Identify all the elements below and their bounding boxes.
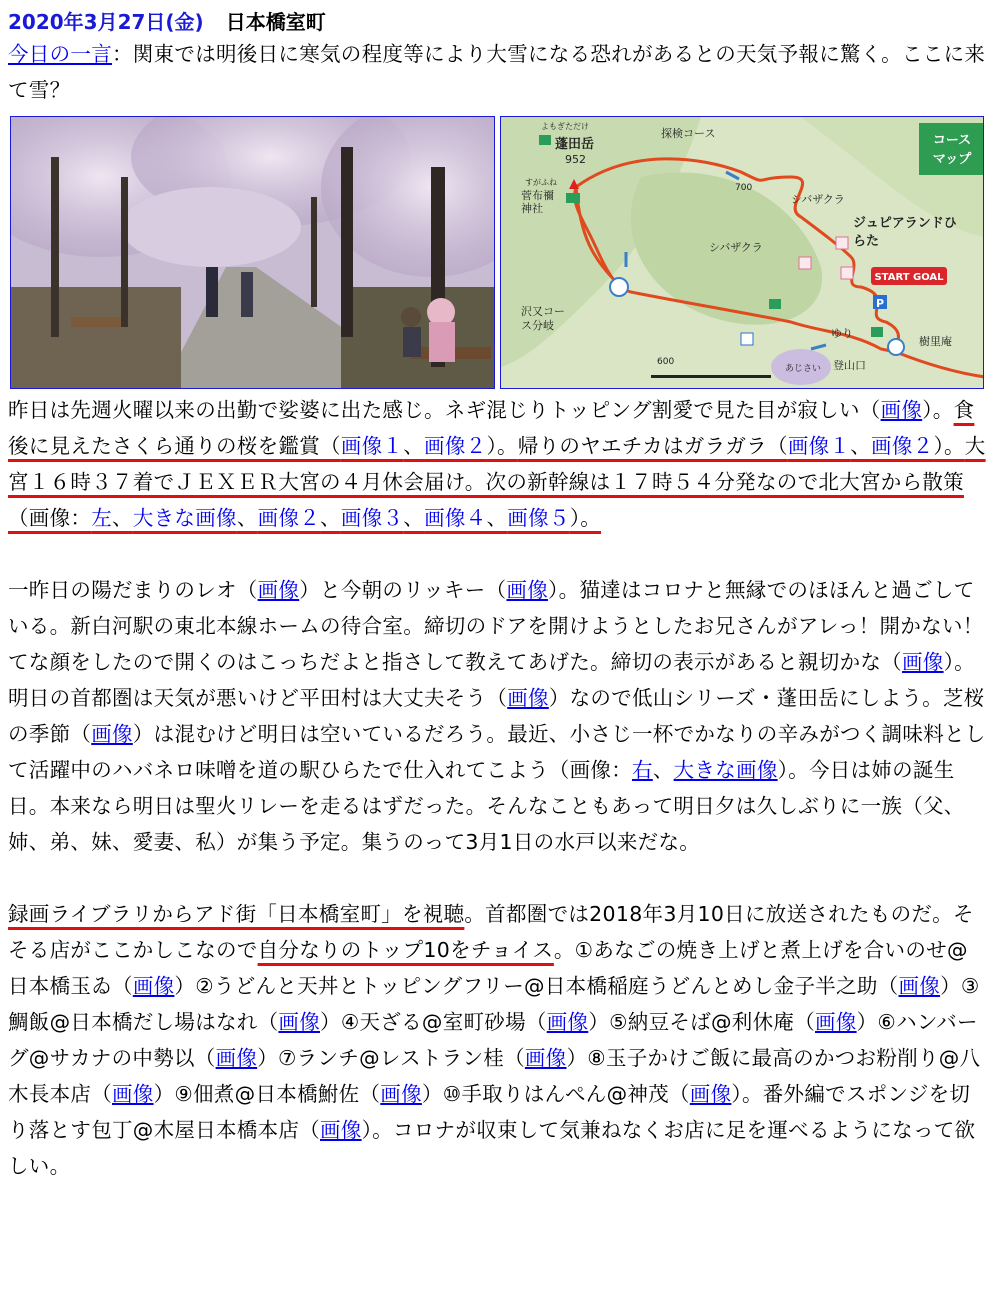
paragraph-1: 昨日は先週火曜以来の出勤で娑婆に出た感じ。ネギ混じりトッピング割愛で見た目が寂しい（画像）。食後に見えたさくら通りの桜を鑑賞（画像１、画像２）。帰りのヤエチカはガラガラ（画像１、画像２）。大宮１６時３７着でＪＥＸＥＲ大宮の４月休会届け。次の新幹線は１７時５４分発なので北大宮から散策（画像：左、大きな画像、画像２、画像３、画像４、画像５）。 [8,398,986,530]
map-juriko-label: 樹里庵 [919,335,952,348]
cherry-blossom-photo[interactable] [10,116,495,389]
image-link[interactable]: 画像 [815,1010,857,1034]
course-map-image[interactable] [500,116,984,389]
large-image-link[interactable]: 大きな画像 [673,758,778,782]
image-link[interactable]: 画像 [132,974,175,998]
map-shibazakura-label-2: シバザクラ [709,241,763,254]
map-course-label: 探検コース [661,127,716,140]
map-shrine-ruby: すがふね [525,178,557,187]
image-link[interactable]: 画像 [215,1046,258,1070]
svg-text:マップ: マップ [932,152,972,167]
image-link[interactable]: 画像 [112,1082,154,1106]
cherry-blossom-image [11,117,495,389]
map-peak-ruby: よもぎただけ [541,122,589,131]
course-map-title: コース [932,133,972,148]
image-link[interactable]: 画像 [689,1082,732,1106]
image-link[interactable]: 画像 [546,1010,589,1034]
red-underlined-text: 自分なりのトップ10をチョイス [257,938,554,962]
intro-paragraph [8,36,986,108]
image-link[interactable]: 画像１ [340,434,404,458]
map-elevation-label: 952 [565,153,586,166]
image-link-left[interactable]: 左 [91,506,113,530]
map-peak-label: 蓬田岳 [555,137,595,152]
image-link[interactable]: 画像２ [871,434,934,458]
image-link[interactable]: 画像２ [424,434,487,458]
image-link[interactable]: 画像 [278,1010,321,1034]
map-yuri-label: ゆり [831,327,853,340]
paragraph-2: 一昨日の陽だまりのレオ（画像）と今朝のリッキー（画像）。猫達はコロナと無縁でのほほんと過ごしている。新白河駅の東北本線ホームの待合室。締切のドアを開けようとしたお兄さんがアレっ！開かない！てな顔をしたので開くのはこっちだよと指さして教えてあげた。締切の表示があると親切かな（画像）。明日の首都圏は天気が悪いけど平田村は大丈夫そう（画像）なので低山シリーズ・蓬田岳にしよう。芝桜の季節（画像）は混むけど明日は空いているだろう。最近、小さじ一杯でかなりの辛みがつく調味料として活躍中のハバネロ味噌を道の駅ひらたで仕入れてこよう（画像：右、大きな画像）。今日は姉の誕生日。本来なら明日は聖火リレーを走るはずだった。そんなこともあって明日夕は久しぶりに一族（父、姉、弟、妹、愛妻、私）が集う予定。集うのって3月1日の水戸以来だな。 [8,578,986,854]
large-image-link[interactable]: 大きな画像 [132,506,237,530]
red-underlined-text: 録画ライブラリからアド街「日本橋室町」を視聴 [8,902,465,926]
today-word-link[interactable]: 今日の一言 [8,42,112,66]
entry-title: 日本橋室町 [225,10,326,34]
image-link[interactable]: 画像 [880,398,923,422]
paragraph-3: 録画ライブラリからアド街「日本橋室町」を視聴。首都圏では2018年3月10日に放送されたものだ。そそる店がここかしこなので自分なりのトップ10をチョイス。①あなごの焼き上げと煮上げを合いのせ@日本橋玉ゐ（画像）②うどんと天丼とトッピングフリー@日本橋稲庭うどんとめし金子半之助（画像）③鯛飯@日本橋だし場はなれ（画像）④天ざる@室町砂場（画像）⑤納豆そば@利休庵（画像）⑥ハンバーグ@サカナの中勢以（画像）⑦ランチ@レストラン桂（画像）⑧玉子かけご飯に最高のかつお粉削り@八木長本店（画像）⑨佃煮@日本橋鮒佐（画像）⑩手取りはんぺん@神茂（画像）。番外編でスポンジを切り落とす包丁@木屋日本橋本店（画像）。コロナが収束して気兼ねなくお店に足を運べるようになって欲しい。 [8,902,981,1178]
image-link[interactable]: 画像２ [257,506,321,530]
map-start-goal-label: START GOAL [874,272,944,283]
image-link[interactable]: 画像 [320,1118,362,1142]
image-link[interactable]: 画像５ [507,506,570,530]
map-jupia-label: ジュピアランドひらた [853,216,957,249]
image-link[interactable]: 画像３ [340,506,404,530]
image-link[interactable]: 画像 [91,722,133,746]
svg-text:P: P [875,297,885,310]
intro-text: ：関東では明後日に寒気の程度等により大雪になる恐れがあるとの天気予報に驚く。ここに来て雪？ [8,42,986,102]
entry-header [8,8,986,36]
image-link[interactable]: 画像４ [424,506,487,530]
red-underlined-text: 食後に見えたさくら通りの桜を鑑賞 [8,398,975,458]
image-link[interactable]: 画像 [507,686,549,710]
red-underlined-text: 大宮１６時３７着でＪＥＸＥＲ大宮の４月休会届け。次の新幹線は１７時５４分発なので北大宮から散策 [8,434,986,494]
map-elev-600: 600 [657,357,675,367]
image-link-right[interactable]: 右 [632,758,653,782]
diary-entry [0,8,986,1184]
map-shrine-label: 菅布禰神社 [521,189,554,215]
map-shibazakura-label-1: シバザクラ [791,193,845,206]
spacer [8,536,986,572]
image-link[interactable]: 画像 [506,578,549,602]
image-link[interactable]: 画像 [902,650,944,674]
image-link[interactable]: 画像 [524,1046,567,1070]
image-link[interactable]: 画像 [898,974,941,998]
entry-date: 2020年3月27日(金) [8,10,204,34]
red-underlined-text: 帰りのヤエチカはガラガラ [517,434,767,458]
map-elev-700: 700 [735,183,753,193]
photo-row [8,110,986,392]
spacer [8,860,986,896]
image-link[interactable]: 画像１ [787,434,851,458]
map-trailhead-label: 登山口 [833,359,866,372]
map-ajisai-label: あじさい [785,364,822,374]
image-link[interactable]: 画像 [257,578,300,602]
map-sawamata-label: 沢又コース分岐 [521,305,565,332]
image-link[interactable]: 画像 [380,1082,422,1106]
